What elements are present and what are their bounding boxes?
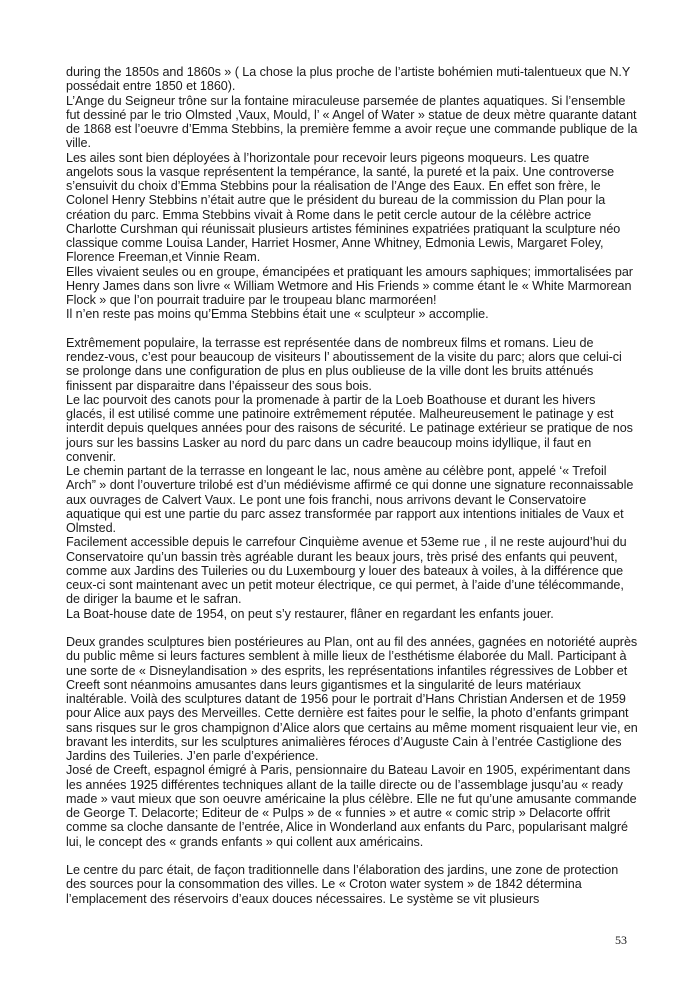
paragraph: Le lac pourvoit des canots pour la promenade à partir de la Loeb Boathouse et durant les hivers glacés, il est utilisé comme une patinoire extrêmement réputée. Malheureusement le patinage y est interdit depuis quelques années pour des raisons de sécurité. Le patinage extérieur se pratique de nos jours sur les bassins Lasker au nord du parc dans un cadre beaucoup moins idyllique, il faut en convenir.: [66, 392, 633, 464]
paragraph: Facilement accessible depuis le carrefour Cinquième avenue et 53eme rue , il ne reste aujourd’hui du Conservatoire qu’un bassin très agréable durant les beaux jours, très prisé des enfants qui peuvent, comme aux Jardins des Tuileries ou du Luxembourg y louer des bateaux à voiles, à la différence que ceux-ci sont maintenant avec un petit moteur électrique, ce qui permet, à l’aide d’une télécommande, de diriger la baume et le safran.: [66, 535, 627, 607]
page-number: 53: [615, 933, 627, 947]
paragraph: Extrêmement populaire, la terrasse est représentée dans de nombreux films et romans. Lieu de rendez-vous, c’est pour beaucoup de visiteurs l’ aboutissement de la visite du parc; alors que celui-ci se prolonge dans une configuration de plus en plus oublieuse de la ville dont les bruits atténués finissent par disparaitre dans l’épaisseur des sous bois.: [66, 335, 622, 393]
body-text: [66, 65, 638, 906]
paragraph: Elles vivaient seules ou en groupe, émancipées et pratiquant les amours saphiques; immortalisées par Henry James dans son livre « William Wetmore and His Friends » comme étant le « White Marmorean Flock » que l’on pourrait traduire par le troupeau blanc marmoréen!: [66, 264, 633, 307]
paragraph: Le chemin partant de la terrasse en longeant le lac, nous amène au célèbre pont, appelé ‘« Trefoil Arch” » dont l’ouverture trilobé est d’un médiévisme affirmé ce qui donne une signature reconnaissable aux ouvrages de Calvert Vaux. Le pont une fois franchi, nous arrivons devant le Conservatoire aquatique qui est une partie du parc assez transformée par rapport aux intentions initiales de Vaux et Olmsted.: [66, 464, 634, 535]
paragraph-gap: [66, 849, 638, 863]
paragraph: Il n’en reste pas moins qu’Emma Stebbins était une « sculpteur » accomplie.: [66, 307, 489, 322]
paragraph-gap: [66, 621, 638, 635]
paragraph: Le centre du parc était, de façon traditionnelle dans l’élaboration des jardins, une zone de protection des sources pour la consommation des villes. Le « Croton water system » de 1842 détermina l’emplacement des réservoirs d’eaux douces nécessaires. Le système se vit plusieurs: [66, 863, 619, 906]
paragraph: Les ailes sont bien déployées à l’horizontale pour recevoir leurs pigeons moqueurs. Les quatre angelots sous la vasque représentent la tempérance, la santé, la pureté et la paix. Une controverse s’ensuivit du choix d’Emma Stebbins pour la réalisation de l’Ange des Eaux. En effet son frère, le Colonel Henry Stebbins n’était autre que le président du bureau de la commission du Plan pour la création du parc. Emma Stebbins vivait à Rome dans le petit cercle autour de la célèbre actrice Charlotte Curshman qui réunissait plusieurs artistes féminines expatriées pratiquant la sculpture néo classique comme Louisa Lander, Harriet Hosmer, Anne Whitney, Edmonia Lewis, Margaret Foley, Florence Freeman,et Vinnie Ream.: [66, 150, 621, 265]
paragraph: La Boat-house date de 1954, on peut s’y restaurer, flâner en regardant les enfants jouer.: [66, 606, 554, 621]
paragraph-gap: [66, 322, 638, 336]
paragraph: José de Creeft, espagnol émigré à Paris, pensionnaire du Bateau Lavoir en 1905, expérimentant dans les années 1925 différentes techniques allant de la taille directe ou de l’assemblage jusqu’au « ready made » vaut mieux que son oeuvre américaine la plus célèbre. Elle ne fut qu’une amusante commande de George T. Delacorte; Editeur de « Pulps » de « funnies » et autre « comic strip » Delacorte offrit comme sa cloche dansante de l’entrée, Alice in Wonderland aux enfants du Parc, popularisant malgré lui, le concept des « grands enfants » qui collent aux américains.: [66, 763, 637, 849]
paragraph: L’Ange du Seigneur trône sur la fontaine miraculeuse parsemée de plantes aquatiques. Si l’ensemble fut dessiné par le trio Olmsted ,Vaux, Mould, l’ « Angel of Water » statue de deux mètre quarante datant de 1868 est l’oeuvre d’Emma Stebbins, la première femme a avoir reçue une commande publique de la ville.: [66, 93, 638, 151]
paragraph: during the 1850s and 1860s » ( La chose la plus proche de l’artiste bohémien muti-talentueux que N.Y possédait entre 1850 et 1860).: [66, 65, 630, 94]
paragraph: Deux grandes sculptures bien postérieures au Plan, ont au fil des années, gagnées en notoriété auprès du public même si leurs factures semblent à mille lieux de l’esthétisme élaborée du Mall. Participant à une sorte de « Disneylandisation » des esprits, les représentations infantiles régressives de Lobber et Creeft sont néanmoins amusantes dans leurs gigantismes et la singularité de leurs matériaux inaltérable. Voilà des sculptures datant de 1956 pour le portrait d’Hans Christian Andersen et de 1959 pour Alice aux pays des Merveilles. Cette dernière est faites pour le selfie, la photo d’enfants grimpant sans risques sur le gros champignon d’Alice alors que certains au même moment risquaient leur vie, en bravant les interdits, sur les sculptures animalières féroces d’Auguste Cain à l’entrée Castiglione des Jardins des Tuileries. J’en parle d’expérience.: [66, 635, 638, 763]
